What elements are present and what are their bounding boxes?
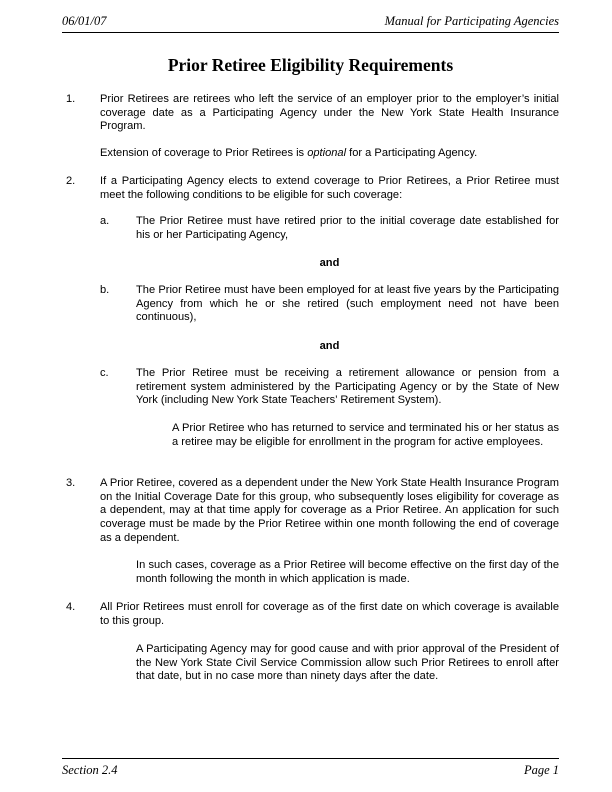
connector-and: and — [319, 257, 340, 269]
header-date: 06/01/07 — [62, 14, 107, 28]
item-2-text: If a Participating Agency elects to extend coverage to Prior Retirees, a Prior Retiree must meet the following conditions to be eligible for such coverage: — [100, 175, 559, 201]
page-header — [62, 14, 559, 33]
connector-and: and — [319, 340, 340, 352]
item-2c-text: The Prior Retiree must be receiving a retirement allowance or pension from a retirement system administered by the Participating Agency or by the State of New York (including New York State Teachers’ Retirement System). — [136, 367, 559, 407]
item-2a-text: The Prior Retiree must have retired prior to the initial coverage date established for his or her Participating Agency, — [136, 215, 559, 241]
item-4-number: 4. — [66, 601, 76, 613]
footer-section: Section 2.4 — [62, 763, 118, 777]
page-footer — [62, 758, 559, 779]
item-4-note: A Participating Agency may for good cause and with prior approval of the President of the New York State Civil Service Commission allow such Prior Retirees to enroll after that date, but in no case more than ninety days after the date. — [136, 643, 559, 683]
item-2-number: 2. — [66, 175, 76, 187]
item-2a-letter: a. — [100, 215, 110, 227]
item-1-number: 1. — [66, 93, 76, 105]
item-3-text: A Prior Retiree, covered as a dependent under the New York State Health Insurance Program on the Initial Coverage Date for this group, who subsequently loses eligibility for coverage as a dependent, may at that time apply for coverage as a Prior Retiree. An application for such coverage must be made by the Prior Retiree within one month following the end of coverage as a dependent. — [100, 477, 559, 544]
footer-page-number: Page 1 — [523, 763, 559, 777]
item-2b-text: The Prior Retiree must have been employed for at least five years by the Participating Agency from which he or she retired (such employment need not have been continuous), — [136, 284, 559, 324]
item-2b-letter: b. — [100, 284, 110, 296]
header-manual-title: Manual for Participating Agencies — [384, 14, 559, 28]
item-4-text: All Prior Retirees must enroll for coverage as of the first date on which coverage is available to this group. — [100, 601, 559, 627]
item-2c-letter: c. — [100, 367, 109, 379]
page-title: Prior Retiree Eligibility Requirements — [167, 55, 454, 75]
item-2c-note: A Prior Retiree who has returned to service and terminated his or her status as a retiree may be eligible for enrollment in the program for active employees. — [172, 422, 559, 448]
item-1-text: Prior Retirees are retirees who left the service of an employer prior to the employer’s initial coverage date as a Participating Agency under the New York State Health Insurance Program. — [100, 93, 559, 133]
item-3-number: 3. — [66, 477, 76, 489]
item-1-note: Extension of coverage to Prior Retirees is optional for a Participating Agency. — [100, 147, 478, 159]
item-3-note: In such cases, coverage as a Prior Retiree will become effective on the first day of the month following the month in which application is made. — [136, 559, 559, 585]
